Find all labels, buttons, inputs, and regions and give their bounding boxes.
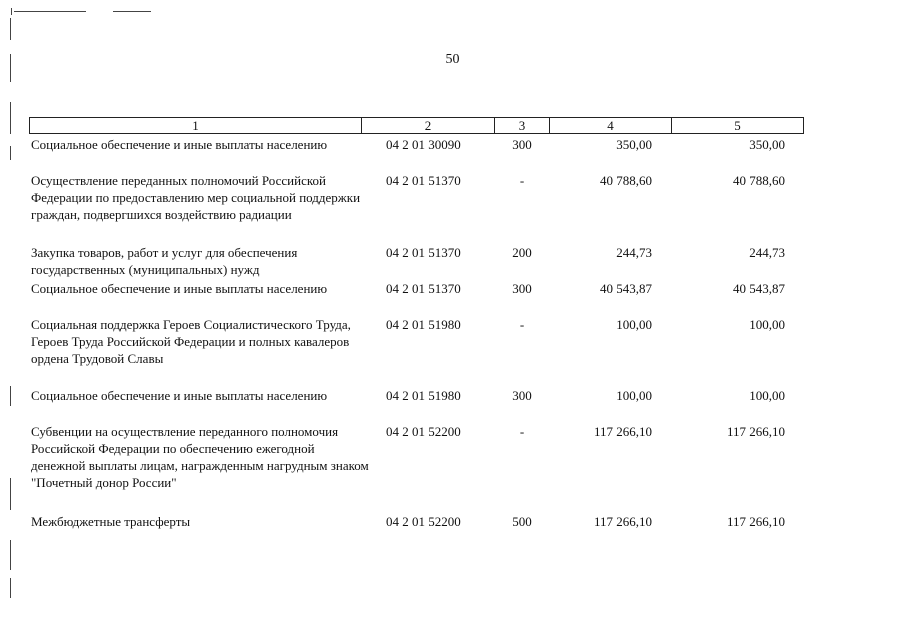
row-value-col4: 350,00 bbox=[616, 137, 652, 152]
row-code: 04 2 01 51370 bbox=[386, 281, 461, 296]
row-value-col4: 100,00 bbox=[616, 388, 652, 403]
row-code: 04 2 01 52200 bbox=[386, 424, 461, 439]
row-value-col4: 244,73 bbox=[616, 245, 652, 260]
row-expense-type: 300 bbox=[512, 281, 532, 296]
scan-edge-line bbox=[14, 11, 86, 12]
row-value-col4: 40 543,87 bbox=[600, 281, 652, 296]
scan-edge-line bbox=[113, 11, 151, 12]
scan-margin-mark bbox=[10, 18, 11, 40]
row-expense-type: 300 bbox=[512, 137, 532, 152]
row-name: Осуществление переданных полномочий Российской Федерации по предоставлению мер социальной поддержки граждан, подвергшихся воздействию радиации bbox=[31, 173, 361, 222]
row-value-col5: 244,73 bbox=[749, 245, 785, 260]
row-expense-type: 200 bbox=[512, 245, 532, 260]
row-value-col5: 117 266,10 bbox=[726, 424, 785, 439]
row-code: 04 2 01 51980 bbox=[386, 317, 461, 332]
row-value-col4: 40 788,60 bbox=[600, 173, 652, 188]
column-header-2: 2 bbox=[361, 117, 495, 134]
column-header-3: 3 bbox=[494, 117, 550, 134]
row-name: Социальная поддержка Героев Социалистического Труда, Героев Труда Российской Федерации и полных кавалеров ордена Трудовой Славы bbox=[31, 317, 351, 366]
row-value-col5: 117 266,10 bbox=[726, 514, 785, 529]
scan-margin-mark bbox=[10, 478, 11, 510]
column-header-5: 5 bbox=[671, 117, 804, 134]
row-value-col5: 100,00 bbox=[749, 388, 785, 403]
row-value-col4: 117 266,10 bbox=[593, 424, 652, 439]
row-expense-type: 300 bbox=[512, 388, 532, 403]
row-value-col5: 100,00 bbox=[749, 317, 785, 332]
scan-margin-mark bbox=[10, 540, 11, 570]
row-expense-type: 500 bbox=[512, 514, 532, 529]
scan-edge-line bbox=[11, 8, 12, 15]
row-name: Субвенции на осуществление переданного полномочия Российской Федерации по обеспечению ежегодной денежной выплаты лицам, награжденным нагрудным знаком "Почетный донор России" bbox=[31, 424, 369, 490]
scan-margin-mark bbox=[10, 386, 11, 406]
row-expense-type: - bbox=[519, 424, 525, 439]
row-name: Социальное обеспечение и иные выплаты населению bbox=[31, 281, 328, 296]
row-name: Межбюджетные трансферты bbox=[31, 514, 191, 529]
row-value-col5: 40 543,87 bbox=[733, 281, 785, 296]
row-name: Социальное обеспечение и иные выплаты населению bbox=[31, 388, 328, 403]
row-name: Социальное обеспечение и иные выплаты населению bbox=[31, 137, 328, 152]
column-header-4: 4 bbox=[549, 117, 672, 134]
row-expense-type: - bbox=[519, 317, 525, 332]
scan-margin-mark bbox=[10, 146, 11, 160]
column-header-1: 1 bbox=[29, 117, 362, 134]
row-code: 04 2 01 51370 bbox=[386, 173, 461, 188]
row-code: 04 2 01 51980 bbox=[386, 388, 461, 403]
scan-margin-mark bbox=[10, 578, 11, 598]
row-expense-type: - bbox=[519, 173, 525, 188]
row-value-col5: 350,00 bbox=[749, 137, 785, 152]
row-value-col4: 100,00 bbox=[616, 317, 652, 332]
row-code: 04 2 01 30090 bbox=[386, 137, 461, 152]
row-value-col5: 40 788,60 bbox=[733, 173, 785, 188]
page-number: 50 bbox=[445, 52, 460, 67]
row-code: 04 2 01 51370 bbox=[386, 245, 461, 260]
row-code: 04 2 01 52200 bbox=[386, 514, 461, 529]
row-value-col4: 117 266,10 bbox=[593, 514, 652, 529]
row-name: Закупка товаров, работ и услуг для обеспечения государственных (муниципальных) нужд bbox=[31, 245, 298, 277]
scan-margin-mark bbox=[10, 102, 11, 134]
